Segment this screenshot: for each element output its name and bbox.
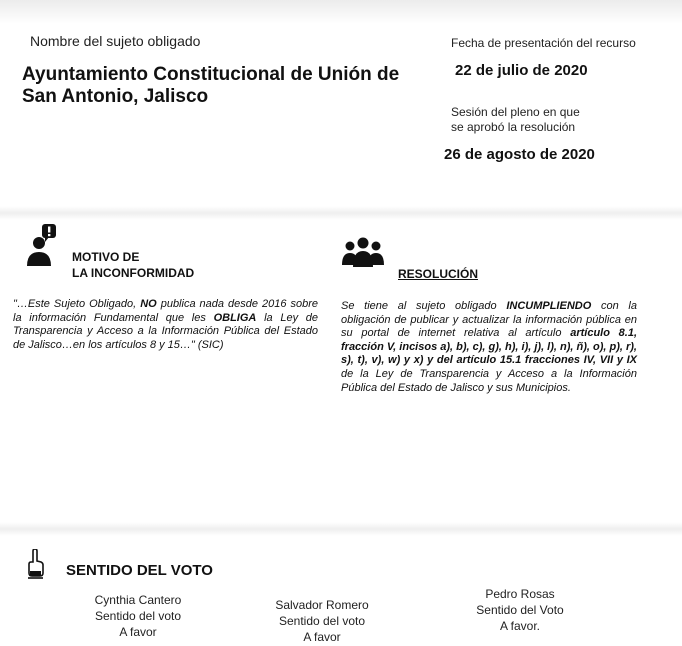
- session-date: 26 de agosto de 2020: [444, 146, 595, 163]
- motivo-heading: [72, 249, 194, 281]
- subject-name: [22, 64, 422, 108]
- voter-1: [78, 592, 198, 640]
- session-label-line-2: se aprobó la resolución: [451, 120, 576, 134]
- voter-label: Sentido del Voto: [476, 603, 564, 617]
- filing-date: 22 de julio de 2020: [455, 62, 588, 79]
- hand-pointer-icon: [27, 549, 44, 579]
- scan-artifact-top: [0, 0, 682, 24]
- resolucion-text: Se tiene al sujeto obligado INCUMPLIENDO con la obligación de publicar y actualizar la información pública en su portal de internet relativa al artículo artículo 8.1, fracción V, incisos a), b), c), g), h), i), j), l), n), ñ), o), p), r), s), t), v), w) y x) y del artículo 15.1 fracciones IV, VII y IX de la Ley de Transparencia y Acceso a la Información Pública del Estado de Jalisco y sus Municipios.: [341, 300, 638, 394]
- subject-name-line-1: Ayuntamiento Constitucional de Unión de: [22, 64, 400, 85]
- subject-name-line-2: San Antonio, Jalisco: [22, 86, 209, 107]
- voter-label: Sentido del voto: [278, 614, 366, 628]
- motivo-heading-line-2: LA INCONFORMIDAD: [72, 266, 195, 280]
- voter-name: Pedro Rosas: [485, 587, 555, 601]
- person-alert-icon: [26, 222, 58, 268]
- voter-3: [460, 586, 580, 634]
- voter-label: Sentido del voto: [94, 609, 182, 623]
- voter-2: [262, 597, 382, 645]
- group-icon: [342, 236, 384, 268]
- voter-name: Salvador Romero: [275, 598, 369, 612]
- scan-artifact-band-1: [0, 206, 682, 220]
- scan-artifact-band-2: [0, 522, 682, 536]
- session-label: [451, 105, 580, 135]
- resolucion-heading: RESOLUCIÓN: [398, 267, 479, 281]
- motivo-quote: "…Este Sujeto Obligado, NO publica nada desde 2016 sobre la información Fundamental que les OBLIGA la Ley de Transparencia y Acceso a la Información Pública del Estado de Jalisco…en los artículos 8 y 15…" (SIC): [13, 298, 319, 351]
- voto-heading: SENTIDO DEL VOTO: [66, 562, 213, 579]
- filing-date-label: Fecha de presentación del recurso: [451, 36, 636, 50]
- voter-vote: A favor.: [499, 619, 541, 633]
- voter-vote: A favor: [119, 625, 157, 639]
- session-label-line-1: Sesión del pleno en que: [451, 105, 580, 119]
- voter-name: Cynthia Cantero: [94, 593, 182, 607]
- voter-vote: A favor: [303, 630, 341, 644]
- subject-label: Nombre del sujeto obligado: [30, 33, 201, 49]
- motivo-heading-line-1: MOTIVO DE: [72, 250, 140, 264]
